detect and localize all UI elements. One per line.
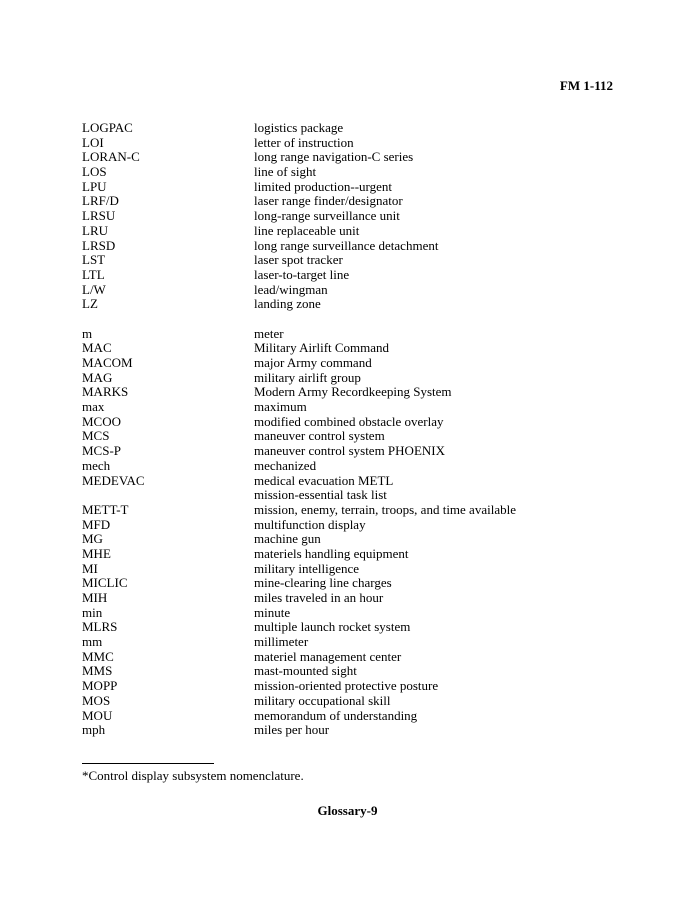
glossary-entry (82, 385, 642, 400)
glossary-entry (82, 327, 642, 342)
glossary-definition: mechanized (254, 457, 317, 473)
glossary-definition: mission-oriented protective posture (254, 678, 439, 694)
glossary-entry (82, 562, 642, 577)
glossary-definition: laser spot tracker (254, 252, 343, 268)
glossary-term: LRU (82, 222, 108, 238)
glossary-term: MCS-P (82, 443, 122, 459)
glossary-term: MCOO (82, 413, 122, 429)
glossary-term: MLRS (82, 619, 118, 635)
glossary-term: LRSU (82, 208, 116, 224)
glossary-definition: military airlift group (254, 369, 361, 385)
glossary-term: L/W (82, 281, 106, 297)
glossary-definition: memorandum of understanding (254, 707, 418, 723)
glossary-definition: logistics package (254, 120, 344, 135)
glossary-term: METT-T (82, 501, 129, 517)
glossary-entry (82, 356, 642, 371)
footnote-divider (82, 763, 214, 764)
glossary-entry (82, 606, 642, 621)
glossary-entry (82, 194, 642, 209)
glossary-entry (82, 268, 642, 283)
glossary-entry (82, 415, 642, 430)
glossary-entry (82, 429, 642, 444)
glossary-entry (82, 709, 642, 724)
glossary-term: MOPP (82, 678, 118, 694)
glossary-definition: Modern Army Recordkeeping System (254, 384, 452, 400)
footnote: *Control display subsystem nomenclature. (82, 768, 304, 783)
glossary-entry (82, 664, 642, 679)
glossary-entry (82, 180, 642, 195)
document-id: FM 1-112 (559, 78, 613, 93)
glossary-entry (82, 650, 642, 665)
glossary-term: min (82, 604, 103, 620)
glossary-term: MAG (82, 369, 113, 385)
glossary-term: LORAN-C (82, 149, 140, 165)
glossary-definition: laser range finder/designator (254, 193, 403, 209)
glossary-definition: limited production--urgent (254, 178, 393, 194)
glossary-list (82, 121, 642, 738)
glossary-definition: medical evacuation METL (254, 472, 394, 488)
glossary-entry (82, 253, 642, 268)
glossary-definition: Military Airlift Command (254, 340, 390, 356)
glossary-definition: military occupational skill (254, 692, 391, 708)
glossary-entry (82, 591, 642, 606)
glossary-entry (82, 297, 642, 312)
glossary-entry (82, 312, 642, 327)
glossary-term: MAC (82, 340, 112, 356)
glossary-term: mech (82, 457, 111, 473)
glossary-term: m (82, 325, 93, 341)
glossary-entry (82, 371, 642, 386)
glossary-entry (82, 459, 642, 474)
glossary-entry (82, 283, 642, 298)
glossary-term: LRF/D (82, 193, 119, 209)
glossary-term: LOS (82, 164, 107, 180)
glossary-definition: maneuver control system PHOENIX (254, 443, 445, 459)
glossary-definition: mine-clearing line charges (254, 575, 392, 591)
glossary-entry (82, 136, 642, 151)
glossary-definition: mission, enemy, terrain, troops, and time available (254, 501, 516, 517)
glossary-definition: machine gun (254, 531, 321, 547)
glossary-definition: multiple launch rocket system (254, 619, 411, 635)
glossary-term: MMC (82, 648, 114, 664)
glossary-term: mph (82, 722, 106, 738)
glossary-definition: mission-essential task list (254, 487, 387, 503)
glossary-term: LOGPAC (82, 120, 133, 135)
glossary-entry (82, 341, 642, 356)
glossary-entry (82, 576, 642, 591)
glossary-definition: materiel management center (254, 648, 402, 664)
glossary-definition: long-range surveillance unit (254, 208, 400, 224)
glossary-entry (82, 503, 642, 518)
glossary-entry (82, 400, 642, 415)
glossary-term (82, 312, 254, 327)
glossary-entry (82, 532, 642, 547)
glossary-definition: line replaceable unit (254, 222, 360, 238)
glossary-definition: long range navigation-C series (254, 149, 414, 165)
glossary-term: LRSD (82, 237, 116, 253)
glossary-term: MIH (82, 590, 108, 605)
glossary-definition: modified combined obstacle overlay (254, 413, 444, 429)
glossary-definition: laser-to-target line (254, 266, 350, 282)
glossary-entry (82, 239, 642, 254)
glossary-term: MG (82, 531, 103, 547)
glossary-term: MARKS (82, 384, 129, 400)
glossary-definition: multifunction display (254, 516, 366, 532)
glossary-definition: letter of instruction (254, 134, 354, 150)
glossary-term: max (82, 399, 105, 415)
glossary-term: MICLIC (82, 575, 128, 591)
glossary-entry (82, 635, 642, 650)
glossary-term: LPU (82, 178, 107, 194)
glossary-definition: lead/wingman (254, 281, 328, 297)
glossary-term: LOI (82, 134, 104, 150)
glossary-term: MOU (82, 707, 113, 723)
glossary-entry (82, 723, 642, 738)
glossary-entry (82, 474, 642, 489)
glossary-definition: maneuver control system (254, 428, 385, 444)
glossary-entry (82, 165, 642, 180)
glossary-entry (82, 547, 642, 562)
glossary-term: LTL (82, 266, 105, 282)
glossary-entry (82, 444, 642, 459)
glossary-term: MMS (82, 663, 113, 679)
glossary-term: mm (82, 634, 103, 650)
glossary-entry (82, 620, 642, 635)
glossary-entry (82, 209, 642, 224)
glossary-entry (82, 224, 642, 239)
glossary-term: MOS (82, 692, 111, 708)
glossary-term (82, 488, 254, 503)
glossary-entry (82, 150, 642, 165)
glossary-definition: military intelligence (254, 560, 360, 576)
glossary-term: MHE (82, 545, 111, 561)
glossary-entry (82, 518, 642, 533)
glossary-definition: line of sight (254, 164, 317, 180)
glossary-definition: materiels handling equipment (254, 545, 409, 561)
glossary-definition: minute (254, 604, 291, 620)
glossary-term: MFD (82, 516, 111, 532)
glossary-entry (82, 488, 642, 503)
glossary-definition: maximum (254, 399, 307, 415)
page-number: Glossary-9 (317, 803, 378, 818)
glossary-entry (82, 679, 642, 694)
glossary-definition: landing zone (254, 296, 321, 312)
glossary-term: MEDEVAC (82, 472, 145, 488)
glossary-term: MACOM (82, 355, 133, 370)
glossary-definition: millimeter (254, 634, 309, 650)
glossary-definition: long range surveillance detachment (254, 237, 439, 253)
glossary-term: MI (82, 560, 98, 576)
glossary-definition: miles traveled in an hour (254, 590, 384, 605)
glossary-definition: major Army command (254, 355, 372, 370)
glossary-term: LZ (82, 296, 98, 312)
glossary-term: MCS (82, 428, 110, 444)
glossary-entry (82, 694, 642, 709)
glossary-definition: miles per hour (254, 722, 330, 738)
glossary-definition: mast-mounted sight (254, 663, 357, 679)
glossary-entry (82, 121, 642, 136)
glossary-term: LST (82, 252, 106, 268)
glossary-definition: meter (254, 325, 284, 341)
